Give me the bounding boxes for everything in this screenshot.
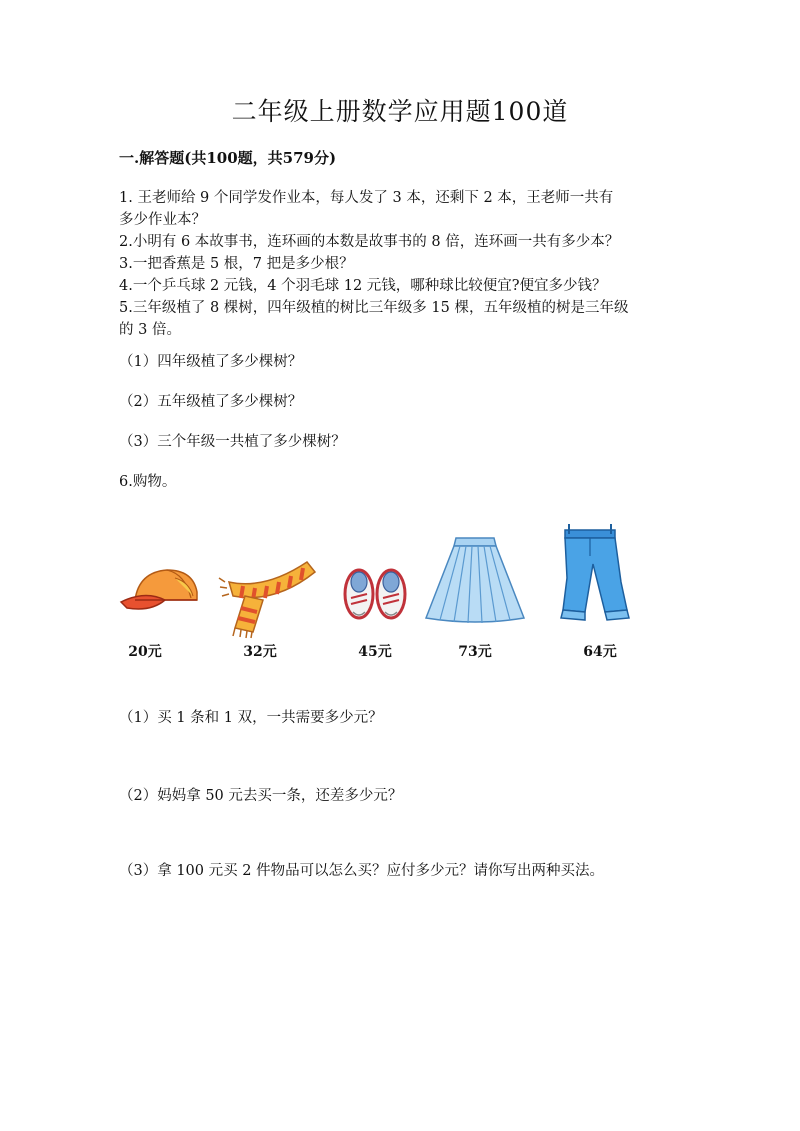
question-1	[119, 187, 679, 231]
shop-item-skirt	[420, 520, 530, 670]
question-4-text: 4.一个乒乓球 2 元钱，4 个羽毛球 12 元钱，哪种球比较便宜?便宜多少钱？	[119, 278, 607, 294]
shoes-icon	[335, 520, 415, 640]
question-2-text: 2.小明有 6 本故事书，连环画的本数是故事书的 8 倍，连环画一共有多少本？	[119, 234, 620, 250]
question-6-sub-1: （1）买 1 条和 1 双，一共需要多少元？	[119, 710, 383, 726]
question-2	[119, 231, 679, 253]
question-5-line-2: 的 3 倍。	[119, 322, 181, 338]
question-1-line-1: 1. 王老师给 9 个同学发作业本，每人发了 3 本，还剩下 2 本，王老师一共有	[119, 190, 614, 206]
question-3-text: 3.一把香蕉是 5 根，7 把是多少根？	[119, 256, 354, 272]
question-5	[119, 297, 679, 341]
shop-item-pants	[555, 520, 635, 670]
price-cap: 20元	[128, 644, 162, 660]
shop-item-scarf	[215, 520, 325, 670]
shopping-items	[0, 520, 800, 670]
question-6-sub-3: （3）拿 100 元买 2 件物品可以怎么买？应付多少元？请你写出两种买法。	[119, 863, 605, 879]
pants-icon	[555, 520, 635, 640]
section-heading: 一.解答题(共100题，共579分)	[119, 149, 337, 167]
skirt-icon	[420, 520, 530, 640]
question-1-line-2: 多少作业本？	[119, 212, 206, 228]
question-5-line-1: 5.三年级植了 8 棵树，四年级植的树比三年级多 15 棵，五年级植的树是三年级	[119, 300, 629, 316]
question-5-sub-3: （3）三个年级一共植了多少棵树？	[119, 434, 346, 450]
cap-icon	[115, 520, 205, 640]
price-shoes: 45元	[358, 644, 392, 660]
page-title: 二年级上册数学应用题100道	[231, 97, 569, 126]
price-scarf: 32元	[243, 644, 277, 660]
shop-item-cap	[115, 520, 205, 670]
question-4	[119, 275, 679, 297]
scarf-icon	[215, 520, 325, 640]
shop-item-shoes	[335, 520, 415, 670]
question-6-title: 6.购物。	[119, 474, 177, 490]
question-5-sub-2: （2）五年级植了多少棵树？	[119, 394, 303, 410]
price-skirt: 73元	[458, 644, 492, 660]
price-pants: 64元	[583, 644, 617, 660]
question-3	[119, 253, 679, 275]
question-5-sub-1: （1）四年级植了多少棵树？	[119, 354, 303, 370]
question-6-sub-2: （2）妈妈拿 50 元去买一条，还差多少元？	[119, 788, 403, 804]
